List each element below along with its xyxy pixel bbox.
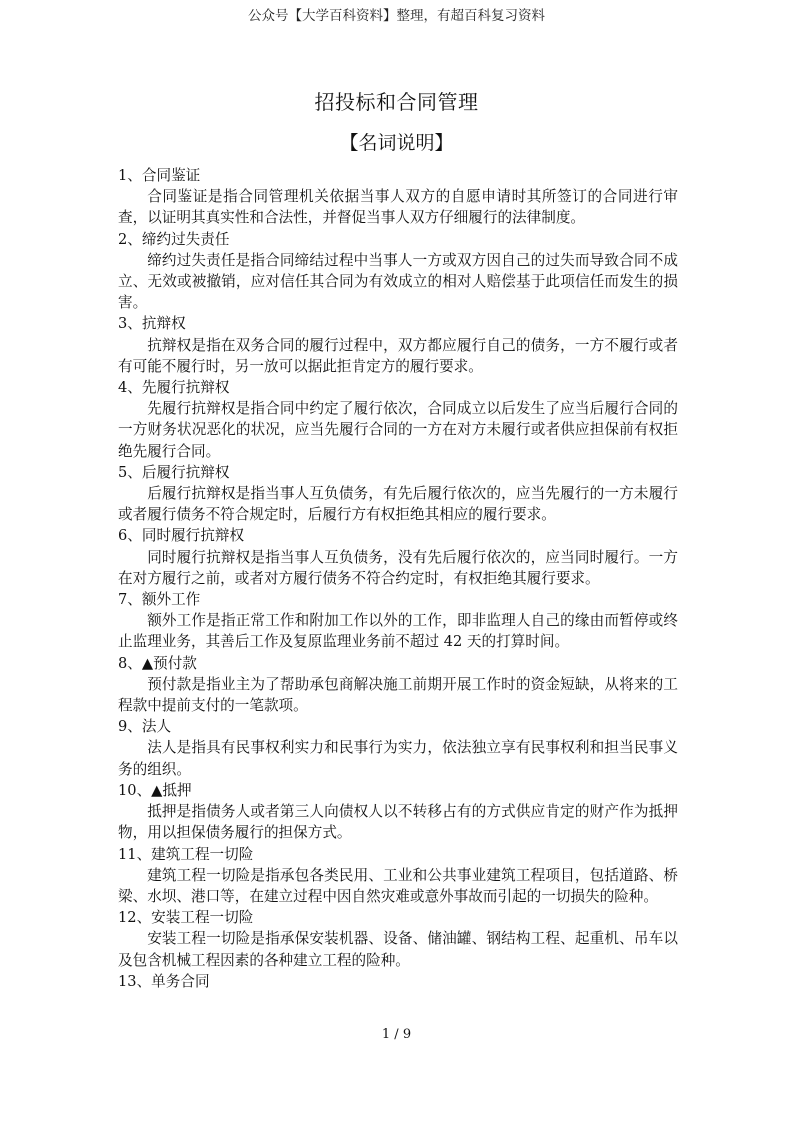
term-label: 7、额外工作 [118, 591, 201, 609]
term-entry [118, 313, 678, 377]
term-label: 4、先履行抗辩权 [118, 379, 230, 397]
term-label: 6、同时履行抗辩权 [118, 527, 245, 545]
term-entry [118, 462, 678, 526]
term-definition: 额外工作是指正常工作和附加工作以外的工作，即非监理人自己的缘由而暂停或终止监理业务，其善后工作及复原监理业务前不超过 42 天的打算时间。 [118, 612, 678, 651]
term-label: 2、缔约过失责任 [118, 230, 230, 248]
term-definition: 安装工程一切险是指承保安装机器、设备、储油罐、钢结构工程、起重机、吊车以及包含机械工程因素的各种建立工程的险种。 [118, 930, 678, 969]
term-entry [118, 165, 678, 229]
term-label: 3、抗辩权 [118, 315, 186, 333]
term-entry [118, 844, 678, 908]
term-label: 5、后履行抗辩权 [118, 463, 230, 481]
term-label: 8、▲预付款 [118, 654, 197, 672]
term-label: 11、建筑工程一切险 [118, 845, 254, 863]
page-header-note: 公众号【大学百科资料】整理，有超百科复习资料 [248, 8, 545, 24]
term-definition: 法人是指具有民事权利实力和民事行为实力，依法独立享有民事权利和担当民事义务的组织。 [118, 739, 678, 778]
term-entry [118, 971, 678, 992]
term-definition: 抗辩权是指在双务合同的履行过程中，双方都应履行自己的债务，一方不履行或者有可能不履行时，另一放可以据此拒肯定方的履行要求。 [118, 336, 678, 375]
term-entry [118, 589, 678, 653]
term-entry [118, 716, 678, 780]
term-label: 10、▲抵押 [118, 781, 192, 799]
term-entry [118, 229, 678, 314]
document-title: 招投标和合同管理 [314, 90, 479, 114]
term-entry [118, 377, 678, 462]
term-definition: 先履行抗辩权是指合同中约定了履行依次，合同成立以后发生了应当后履行合同的一方财务状况恶化的状况，应当先履行合同的一方在对方未履行或者供应担保前有权拒绝先履行合同。 [118, 400, 678, 460]
term-entry [118, 525, 678, 589]
term-label: 1、合同鉴证 [118, 167, 201, 184]
term-definition: 同时履行抗辩权是指当事人互负债务，没有先后履行依次的，应当同时履行。一方在对方履行之前，或者对方履行债务不符合约定时，有权拒绝其履行要求。 [118, 548, 678, 587]
term-definition: 合同鉴证是指合同管理机关依据当事人双方的自愿申请时其所签订的合同进行审查，以证明其真实性和合法性，并督促当事人双方仔细履行的法律制度。 [118, 188, 678, 227]
term-definition: 预付款是指业主为了帮助承包商解决施工前期开展工作时的资金短缺，从将来的工程款中提前支付的一笔款项。 [118, 675, 678, 715]
page-indicator: 1 / 9 [381, 1027, 412, 1042]
term-list [118, 165, 678, 992]
term-label: 12、安装工程一切险 [118, 909, 254, 927]
term-entry [118, 907, 678, 971]
term-label: 13、单务合同 [118, 972, 210, 990]
term-definition: 缔约过失责任是指合同缔结过程中当事人一方或双方因自己的过失而导致合同不成立、无效或被撤销，应对信任其合同为有效成立的相对人赔偿基于此项信任而发生的损害。 [118, 251, 678, 312]
section-heading: 【名词说明】 [339, 132, 454, 154]
term-label: 9、法人 [118, 718, 172, 736]
term-entry [118, 653, 678, 717]
term-definition: 后履行抗辩权是指当事人互负债务，有先后履行依次的，应当先履行的一方未履行或者履行债务不符合规定时，后履行方有权拒绝其相应的履行要求。 [118, 485, 678, 524]
term-definition: 抵押是指债务人或者第三人向债权人以不转移占有的方式供应肯定的财产作为抵押物，用以担保债务履行的担保方式。 [118, 803, 678, 842]
term-entry [118, 780, 678, 844]
term-definition: 建筑工程一切险是指承包各类民用、工业和公共事业建筑工程项目，包括道路、桥梁、水坝、港口等，在建立过程中因自然灾难或意外事故而引起的一切损失的险种。 [118, 866, 678, 905]
